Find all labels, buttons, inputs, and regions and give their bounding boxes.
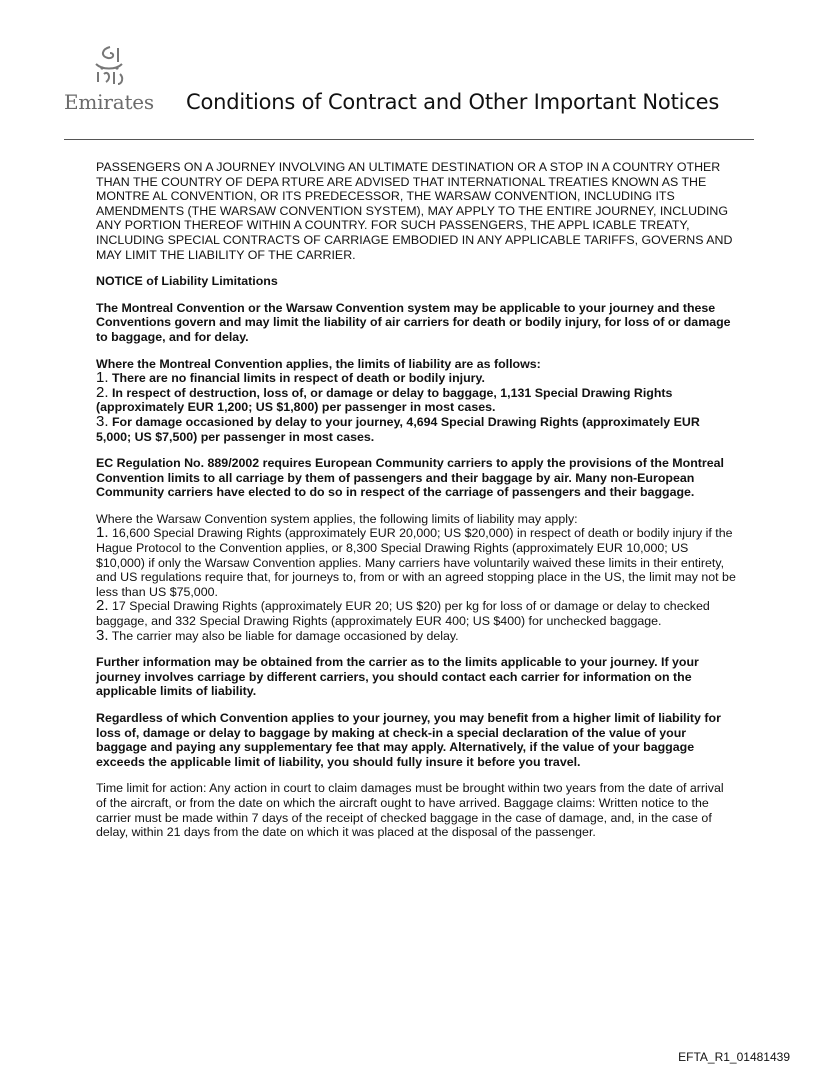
montreal-intro-paragraph: The Montreal Convention or the Warsaw Convention system may be applicable to your journey and these Conventions govern and may limit the liability of air carriers for death or bodily injury, for loss of or damage to baggage, and for delay. (96, 300, 731, 344)
time-limit-paragraph: Time limit for action: Any action in court to claim damages must be brought within two years from the date of arrival of the aircraft, or from the date on which the aircraft ought to have arrived. Baggage claims: Written notice to the carrier must be made within 7 days of the receipt of checked baggage in the case of damage, and, in the case of delay, within 21 days from the date on which it was placed at the disposal of the passenger. (96, 781, 724, 840)
list-item: 2. In respect of destruction, loss of, or damage or delay to baggage, 1,131 Special Drawing Rights (approximately EUR 1,200; US $1,800) per passenger in most cases. (96, 383, 673, 415)
ec-regulation-paragraph: EC Regulation No. 889/2002 requires European Community carriers to apply the provisions of the Montreal Convention limits to all carriage by them of passengers and their baggage by air. Many non-European Community carriers have elected to do so in respect of the carriage of passengers and their baggage. (96, 456, 724, 500)
warsaw-limits-list (96, 512, 736, 643)
montreal-limits-heading: Where the Montreal Convention applies, the limits of liability are as follows: (96, 356, 541, 371)
notice-heading: NOTICE of Liability Limitations (96, 274, 278, 289)
list-item: 1. 16,600 Special Drawing Rights (approximately EUR 20,000; US $20,000) in respect of death or bodily injury if the Hague Protocol to the Convention applies, or 8,300 Special Drawing Rights (approximately EUR 10,000; US $10,000) if only the Warsaw Convention applies. Many carriers have voluntarily waived these limits in their entirety, and US regulations require that, for journeys to, from or with an agreed stopping place in the US, the limit may not be less than US $75,000. (96, 524, 736, 599)
emirates-logo (64, 40, 164, 120)
list-item: 3. For damage occasioned by delay to your journey, 4,694 Special Drawing Rights (approximately EUR 5,000; US $7,500) per passenger in most cases. (96, 412, 700, 444)
intro-paragraph: PASSENGERS ON A JOURNEY INVOLVING AN ULTIMATE DESTINATION OR A STOP IN A COUNTRY OTHER THAN THE COUNTRY OF DEPA RTURE ARE ADVISED THAT INTERNATIONAL TREATIES KNOWN AS THE MONTRE AL CONVENTION, OR ITS PREDECESSOR, THE WARSAW CONVENTION, INCLUDING ITS AMENDMENTS (THE WARSAW CONVENTION SYSTEM), MAY APPLY TO THE ENTIRE JOURNEY, INCLUDING ANY PORTION THEREOF WITHIN A COUNTRY. FOR SUCH PASSENGERS, THE APPL ICABLE TREATY, INCLUDING SPECIAL CONTRACTS OF CARRIAGE EMBODIED IN ANY APPLICABLE TARIFFS, GOVERNS AND MAY LIMIT THE LIABILITY OF THE CARRIER. (96, 160, 733, 262)
notice-body (96, 160, 736, 852)
further-info-paragraph: Further information may be obtained from the carrier as to the limits applicable to your journey. If your journey involves carriage by different carriers, you should contact each carrier for information on the applicable limits of liability. (96, 655, 699, 699)
list-item: 3. The carrier may also be liable for damage occasioned by delay. (96, 626, 459, 644)
document-header (64, 40, 754, 140)
warsaw-limits-heading: Where the Warsaw Convention system applies, the following limits of liability may apply: (96, 511, 578, 526)
higher-limit-paragraph: Regardless of which Convention applies to your journey, you may benefit from a higher limit of liability for loss of, damage or delay to baggage by making at check-in a special declaration of the value of your baggage and paying any supplementary fee that may apply. Alternatively, if the value of your baggage exceeds the applicable limit of liability, you should fully insure it before you travel. (96, 711, 721, 769)
page-title: Conditions of Contract and Other Important Notices (186, 90, 720, 114)
header-divider (64, 139, 754, 140)
document-id: EFTA_R1_01481439 (678, 1050, 790, 1064)
montreal-limits-list (96, 357, 736, 445)
list-item: 1. There are no financial limits in respect of death or bodily injury. (96, 369, 485, 387)
list-item: 2. 17 Special Drawing Rights (approximately EUR 20; US $20) per kg for loss of or damage or delay to checked baggage, and 332 Special Drawing Rights (approximately EUR 400; US $400) for unchecked baggage. (96, 597, 710, 629)
logo-wordmark: Emirates (64, 90, 154, 114)
emirates-calligraphy-icon (88, 44, 128, 88)
